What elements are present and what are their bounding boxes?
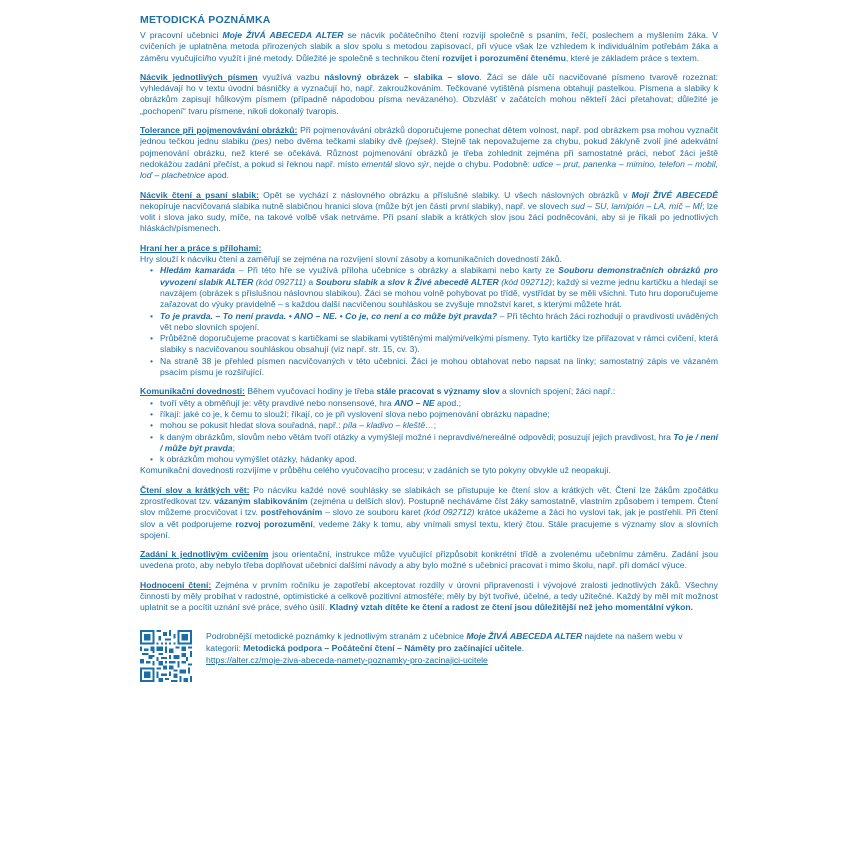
reading-paragraph: Čtení slov a krátkých vět: Po nácviku každé nové souhlásky se slabikách se přistupuje ke čtení slov a krátkých vět. Čtení lze žákům zpočátku zprostředkovat tzv. vázaným slabikováním (zejména u delších slov). Postupně necháváme číst žáky samostatně, vlastním způsobem i tempem. Čtení slov můžeme procvičovat i tzv. postřehováním – slovo ze souboru karet (kód 092712) krátce ukážeme a žáci ho vyslovi tak, jak je postřehli. Při čtení slov a vět podporujeme rozvoj porozumění, vedeme žáky k tomu, aby vnímali smysl textu, který čtou. Stále pracujeme s významy slov a slovních spojení. [140,484,718,540]
list-item: • říkají: jaké co je, k čemu to slouží; říkají, co je při vyslovení slova nebo pojmenování obrázku napadne; [160,409,718,420]
list-item: • Hledám kamaráda – Při této hře se využívá příloha učebnice s obrázky a slabikami nebo karty ze Souboru demonstračních obrázků pro vyvození slabik ALTER (kód 092711) a Souboru slabik a slov k Živé abecedě ALTER (kód 092712); každý si vezme jednu kartičku a hledají se navzájem (obrázek s příslušnou náslovnou slabikou). Žáci se mohou volně pohybovat po třídě, vystřídat by se měli všichni. Tuto hru doporučujeme zařazovat do výuky pravidelně – s každou další nacvičenou souhláskou se zvyšuje množství karet, s kterými můžete hrát. [160,265,718,310]
reading-section [140,485,718,541]
methodical-note [140,14,718,682]
tasks-section [140,549,718,572]
footer-link[interactable]: https://alter.cz/moje-ziva-abeceda-namety-poznamky-pro-zacinajici-ucitele [206,654,488,665]
communication-closing: Komunikační dovednosti rozvíjíme v průběhu celého vyučovacího procesu; v zadáních se tyto pokyny obvykle už neopakují. [140,465,612,476]
list-item: • To je pravda. – To není pravda. • ANO – NE. • Co je, co není a co může být pravda? – Při těchto hrách žáci rozhodují o pravdivosti uváděných vět nebo slovních spojení. [160,311,718,334]
intro-section [140,30,718,64]
list-item: • k daným obrázkům, slovům nebo větám tvoří otázky a vymýšlejí možné i nepravdivé/nereálné odpovědi; posuzují jejich pravdivost, hra To je / není / může být pravda; [160,432,718,455]
footer-paragraph: Podrobnější metodické poznámky k jednotlivým stranám z učebnice Moje ŽIVÁ ABECEDA ALTER najdete na našem webu v kategorii: Metodická podpora – Počáteční čtení – Náměty pro začínající učitele. [206,630,683,653]
list-item: • Průběžně doporučujeme pracovat s kartičkami se slabikami vytištěnými malými/velkými písmeny. Tyto kartičky lze přiřazovat v rámci cvičení, která slabiky s nacvičovanou souhláskou obsahují (viz např. str. 15, cv. 3). [160,333,718,356]
communication-list [140,398,718,466]
games-heading: Hraní her a práce s přílohami: [140,242,262,253]
games-list [140,265,718,378]
tasks-paragraph: Zadání k jednotlivým cvičením jsou orientační, instrukce může vyučující přizpůsobit konkrétní třídě a zvolenému učebnímu záměru. Zadání jsou uvedena proto, aby nebylo třeba doplňovat učebnici dalšími návody a aby bylo možné s učebnicí pracovat i mimo školu, např. při domácí výuce. [140,549,718,571]
games-intro: Hry slouží k nácviku čtení a zaměřují se zejména na rozvíjení slovní zásoby a komunikačních dovedností žáků. [140,254,562,265]
list-item: • mohou se pokusit hledat slova souřadná, např.: píla – kladivo – kleště…; [160,420,718,431]
qr-code-icon[interactable] [140,630,192,682]
letters-heading: Nácvik jednotlivých písmen [140,71,258,82]
letters-paragraph: Nácvik jednotlivých písmen využívá vazbu náslovný obrázek – slabika – slovo. Žáci se dále učí nacvičované písmeno tvarově rozeznat: vyhledávají ho v textu úvodní básničky a vyznačují ho, např. zakroužkováním. Tečkované vytištěná písmena obtahují pastelkou. Písmena a slabiky k obrázkům zapisují hůlkovým písmem (případně nápodobou písma nevázaného). Obzvlášť v začátcích mohou někteří žáci přetahovat; důležité je „pochopení“ tvaru písmene, nikoli dokonalý tvaropis. [140,71,718,116]
page-title: METODICKÁ POZNÁMKA [140,14,271,26]
tolerance-section [140,125,718,181]
tolerance-paragraph: Tolerance při pojmenovávání obrázků: Při pojmenovávání obrázků doporučujeme ponechat dětem volnost, např. pod obrázkem psa mohou vyznačit jednou tečkou jednu slabiku (pes) nebo dvěma tečkami slabiky dvě (pejsek). Stejně tak nepovažujeme za chybu, pokud žák/yně zvolí jiné adekvátní pojmenování obrázku, než které se očekává. Různost pojmenování obrázků je třeba zohlednit zejména při samostatné práci, neboť žáci ještě nedokážou zadání přečíst, a pokud si řeknou např. místo ementál slovo sýr, nejde o chybu. Podobně: udice – prut, panenka – mimino, telefon – mobil, loď – plachetnice apod. [140,125,718,181]
reading-heading: Čtení slov a krátkých vět: [140,484,250,495]
evaluation-heading: Hodnocení čtení: [140,579,212,590]
tasks-heading: Zadání k jednotlivým cvičením [140,549,269,560]
list-item: • Na straně 38 je přehled písmen nacvičovaných v této učebnici. Žáci je mohou obtahovat nebo napsat na linky; samostatný zápis ve vázaném psacím písmu je rozšiřující. [160,356,718,379]
intro-bold: rozvíjet i porozumění čtenému [442,52,566,63]
evaluation-section [140,580,718,614]
syllables-heading: Nácvik čtení a psaní slabik: [140,189,259,200]
letters-section [140,72,718,117]
evaluation-paragraph: Hodnocení čtení: Zejména v prvním ročníku je zapotřebí akceptovat rozdíly v úrovni připravenosti i vývojové zralosti jednotlivých žáků. Všechny činnosti by měly probíhat v radostné, optimistické a celkově pozitivní atmosféře; měly by být tvořivé, účelné, a tedy užitečné. Každý by měl mít možnost uplatnit se a pocítit uznání své práce, svého úsilí. Kladný vztah dítěte ke čtení a radost ze čtení jsou důležitější než jeho momentální výkon. [140,579,718,613]
list-item: • k obrázkům mohou vymýšlet otázky, hádanky apod. [160,454,718,465]
syllables-section [140,190,718,235]
footer-text [206,630,718,666]
games-section [140,243,718,379]
book-title: Moje ŽIVÁ ABECEDA ALTER [222,30,344,40]
communication-section: Komunikační dovednosti: Během vyučovací hodiny je třeba stále pracovat s významy slov a slovních spojení; žáci např.: • tvoří věty a obměňují je: věty pravdivé nebo nonsensové, hra ANO – NE apod.; • říkají: jaké co je, k čemu to slouží; říkají, co je při vyslovení slova nebo pojmenování obrázku napadne; • mohou se pokusit hledat slova souřadná, např.: píla – kladivo – kleště…; • k daným obrázkům, slovům nebo větám tvoří otázky a vymýšlejí možné i nepravdivé/nereálné odpovědi; posuzují jejich pravdivost, hra To je / není / může být pravda; • k obrázkům mohou vymýšlet otázky, hádanky apod. Komunikační dovednosti rozvíjíme v průběhu celého vyučovacího procesu; v zadáních se tyto pokyny obvykle už neopakují. [140,386,718,476]
list-item: • tvoří věty a obměňují je: věty pravdivé nebo nonsensové, hra ANO – NE apod.; [160,398,718,409]
footer-category: Metodická podpora – Počáteční čtení – Náměty pro začínající učitele [243,642,522,653]
syllables-paragraph: Nácvik čtení a psaní slabik: Opět se vychází z náslovného obrázku a příslušné slabiky. U všech náslovných obrázků v Mojí ŽIVÉ ABECEDĚ nekopíruje nacvičovaná slabika nutně slabičnou hranici slova (může být jen částí první slabiky), např. ve slovech sud – SU, lam/pión – LA, míč – MÍ; lze volit i slova jako sudy, míče, na takové volbě však netrváme. Při psaní slabik a krátkých slov jsou žáci podněcováni, aby si je říkali po jednotlivých hláskách/písmenech. [140,189,718,234]
communication-heading: Komunikační dovednosti: [140,386,246,397]
tolerance-heading: Tolerance při pojmenovávání obrázků: [140,125,298,136]
footer [140,630,718,682]
intro-paragraph: V pracovní učebnici Moje ŽIVÁ ABECEDA ALTER se nácvik počátečního čtení rozvíjí společně s psaním, řečí, poslechem a myšlením žáka. V cvičeních je uplatněna metoda přirozených slabik a slov spolu s metodou zapisovací, při výuce však lze vzhledem k individuálním potřebám žáka a záměru vyučující/ho využít i jiné metody. Důležité je společně s technikou čtení rozvíjet i porozumění čtenému, které je základem práce s textem. [140,30,718,63]
